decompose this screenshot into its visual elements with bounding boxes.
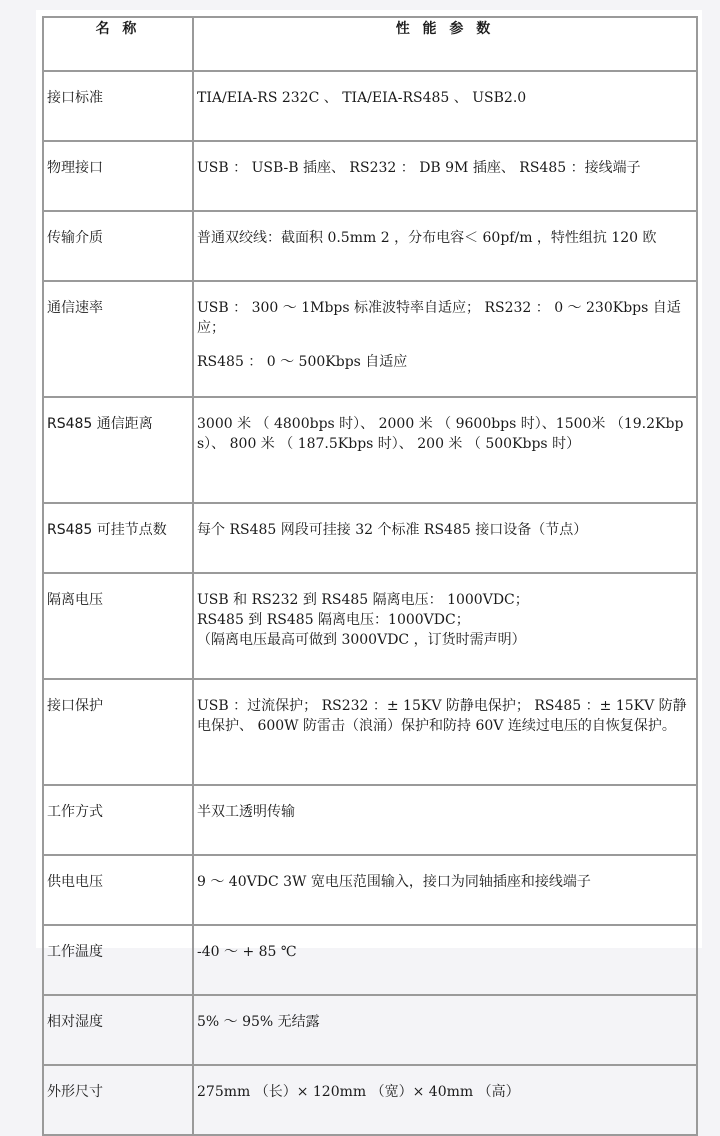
param-name: 工作方式: [43, 785, 193, 855]
param-value: [193, 785, 697, 855]
param-value: [193, 503, 697, 573]
table-row: [43, 785, 697, 855]
table-row: [43, 503, 697, 573]
table-row: [43, 995, 697, 1065]
table-row: [43, 925, 697, 995]
param-name: 接口保护: [43, 679, 193, 785]
value-line: （隔离电压最高可做到 3000VDC ，订货时需声明）: [197, 632, 526, 648]
param-value: [193, 141, 697, 211]
table-row: [43, 679, 697, 785]
header-name: 名 称: [43, 17, 193, 71]
table-row: [43, 141, 697, 211]
spec-table: [42, 16, 698, 1136]
value-line: 普通双绞线：截面积 0.5mm 2 ，分布电容＜ 60pf/m ，特性组抗 120 欧: [197, 230, 657, 246]
param-value: [193, 71, 697, 141]
param-value: [193, 573, 697, 679]
table-row: [43, 1065, 697, 1135]
value-line: -40 ～ + 85 ℃: [197, 944, 297, 960]
table-row: [43, 397, 697, 503]
param-value: [193, 397, 697, 503]
value-line: RS485 ： 0 ～ 500Kbps 自适应: [197, 354, 408, 370]
value-line: 275mm （长）× 120mm （宽）× 40mm （高）: [197, 1084, 520, 1100]
table-header-row: [43, 17, 697, 71]
value-line: 半双工透明传输: [197, 804, 295, 820]
param-name: 通信速率: [43, 281, 193, 397]
table-row: [43, 211, 697, 281]
param-value: [193, 211, 697, 281]
param-name: 工作温度: [43, 925, 193, 995]
param-name: 相对湿度: [43, 995, 193, 1065]
param-value: [193, 1065, 697, 1135]
param-value: [193, 281, 697, 397]
param-value: [193, 995, 697, 1065]
param-name: RS485 通信距离: [43, 397, 193, 503]
value-line: USB ： USB-B 插座、 RS232 ： DB 9M 插座、 RS485 ：接线端子: [197, 160, 641, 176]
value-line: 9 ～ 40VDC 3W 宽电压范围输入，接口为同轴插座和接线端子: [197, 874, 591, 890]
table-row: [43, 573, 697, 679]
param-name: 供电电压: [43, 855, 193, 925]
param-value: [193, 679, 697, 785]
value-line: USB ：过流保护； RS232 ：± 15KV 防静电保护； RS485 ：± 15KV 防静电保护、 600W 防雷击（浪涌）保护和防持 60V 连续过电压的自恢复保护。: [197, 698, 687, 734]
value-line: RS485 到 RS485 隔离电压：1000VDC；: [197, 612, 470, 628]
value-line: USB ： 300 ～ 1Mbps 标准波特率自适应； RS232 ： 0 ～ 230Kbps 自适应；: [197, 300, 681, 336]
header-value: 性 能 参 数: [193, 17, 697, 71]
param-name: RS485 可挂节点数: [43, 503, 193, 573]
value-line: 每个 RS485 网段可挂接 32 个标准 RS485 接口设备（节点）: [197, 522, 588, 538]
table-row: [43, 71, 697, 141]
param-name: 接口标准: [43, 71, 193, 141]
param-value: [193, 925, 697, 995]
param-name: 外形尺寸: [43, 1065, 193, 1135]
table-row: [43, 855, 697, 925]
param-name: 隔离电压: [43, 573, 193, 679]
value-line: 5% ～ 95% 无结露: [197, 1014, 320, 1030]
param-name: 物理接口: [43, 141, 193, 211]
param-name: 传输介质: [43, 211, 193, 281]
param-value: [193, 855, 697, 925]
value-line: 3000 米 （ 4800bps 时）、 2000 米 （ 9600bps 时）、1500米 （19.2Kbps）、 800 米 （ 187.5Kbps 时）、 200 米 （ 500Kbps 时）: [197, 416, 684, 452]
spec-sheet: [36, 10, 702, 1100]
value-line: TIA/EIA-RS 232C 、 TIA/EIA-RS485 、 USB2.0: [197, 90, 527, 106]
value-line: USB 和 RS232 到 RS485 隔离电压： 1000VDC；: [197, 592, 529, 608]
table-row: [43, 281, 697, 397]
